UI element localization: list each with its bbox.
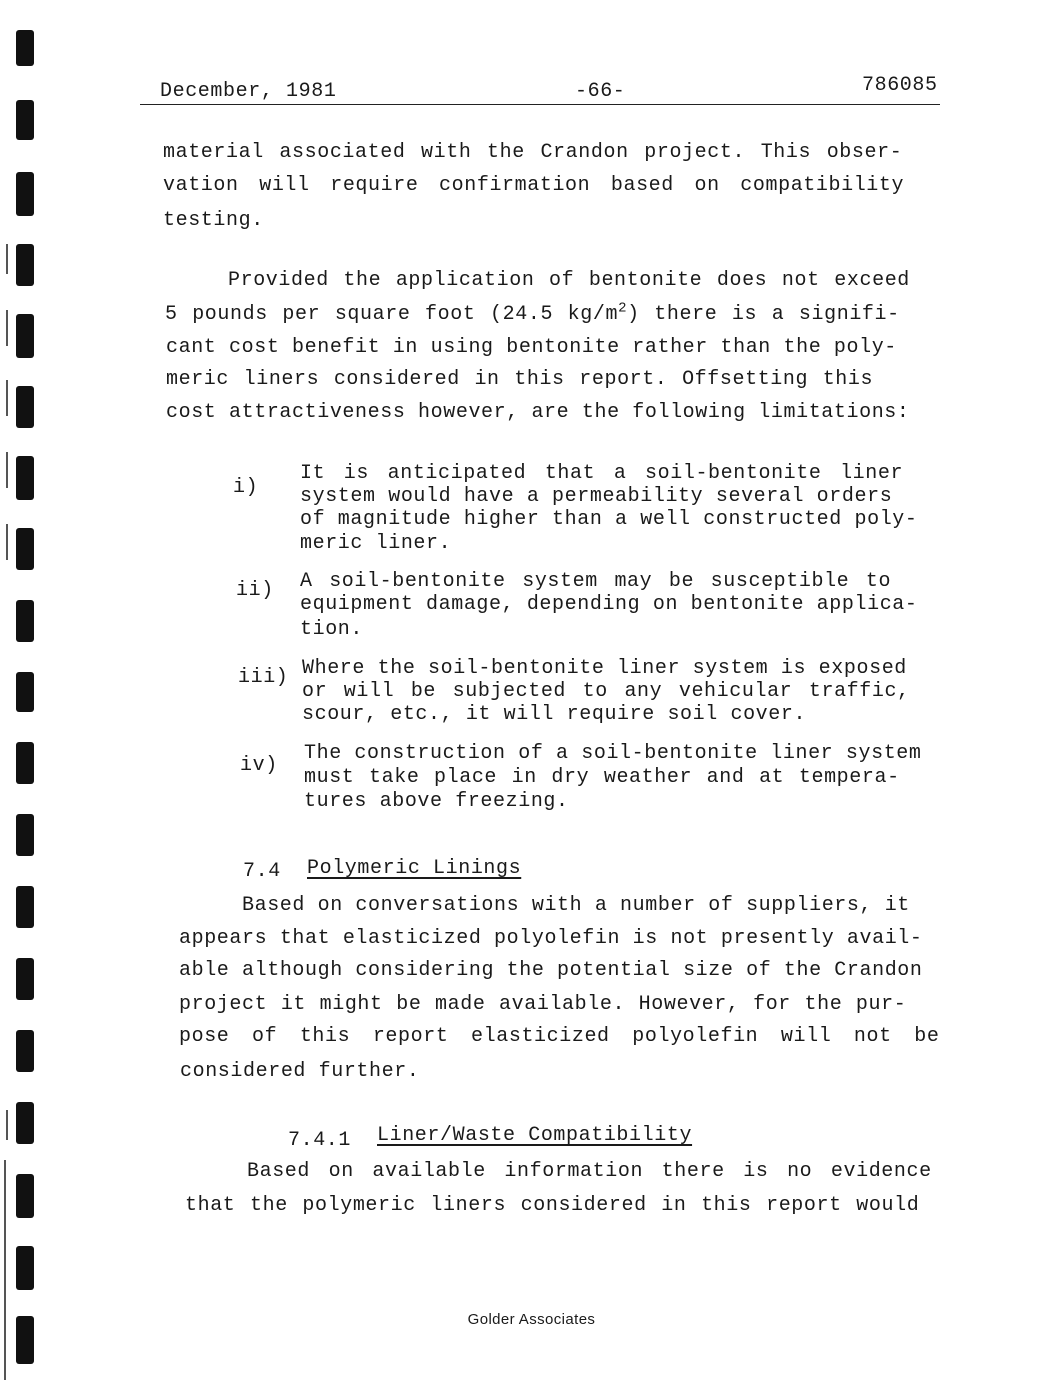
binding-edge-mark <box>6 524 8 560</box>
binding-hole <box>16 600 34 642</box>
text-line: Provided the application of bentonite does not exceed <box>228 269 910 292</box>
list-marker: ii) <box>236 579 274 602</box>
binding-hole <box>16 742 34 784</box>
list-marker: iii) <box>238 666 289 689</box>
binding-hole <box>16 886 34 928</box>
binding-hole <box>16 1102 34 1144</box>
text-line: appears that elasticized polyolefin is not presently avail- <box>179 927 923 950</box>
text-line: project it might be made available. However, for the pur- <box>179 993 907 1016</box>
text-line: Based on conversations with a number of suppliers, it <box>242 894 910 917</box>
binding-hole <box>16 1246 34 1290</box>
binding-edge-mark <box>6 310 8 346</box>
list-item-line: A soil-bentonite system may be susceptible to <box>300 570 892 593</box>
binding-edge-mark <box>6 1110 8 1140</box>
binding-edge-mark <box>6 452 8 488</box>
text-line: testing. <box>163 209 264 232</box>
header-rule <box>140 104 940 105</box>
binding-hole <box>16 1174 34 1218</box>
list-item-line: must take place in dry weather and at tempera- <box>304 766 900 789</box>
text-segment: 5 pounds per square foot (24.5 kg/m <box>165 303 619 326</box>
header-page-number: -66- <box>575 80 626 103</box>
binding-hole <box>16 244 34 286</box>
list-item-line: The construction of a soil-bentonite liner system <box>304 742 922 765</box>
superscript: 2 <box>618 300 628 317</box>
text-line: that the polymeric liners considered in this report would <box>185 1194 920 1217</box>
binding-edge-mark <box>6 380 8 416</box>
footer-company: Golder Associates <box>467 1311 596 1328</box>
binding-hole <box>16 172 34 216</box>
text-line: meric liners considered in this report. Offsetting this <box>166 368 874 391</box>
list-item-line: tion. <box>300 618 364 641</box>
text-segment: ) there is a signifi- <box>627 303 900 326</box>
binding-hole <box>16 958 34 1000</box>
list-item-line: of magnitude higher than a well constructed poly- <box>300 508 918 531</box>
binding-strip <box>0 0 50 1380</box>
header-doc-number: 786085 <box>862 74 938 97</box>
list-item-line: or will be subjected to any vehicular traffic, <box>302 680 910 703</box>
text-line: considered further. <box>180 1060 420 1083</box>
header-date: December, 1981 <box>160 80 337 103</box>
text-line: cant cost benefit in using bentonite rather than the poly- <box>166 336 897 359</box>
text-line: Based on available information there is no evidence <box>247 1160 932 1183</box>
list-marker: iv) <box>240 754 278 777</box>
section-number: 7.4.1 <box>288 1129 352 1152</box>
section-title: Liner/Waste Compatibility <box>377 1124 693 1147</box>
text-line: material associated with the Crandon project. This obser- <box>163 141 903 164</box>
binding-hole <box>16 1030 34 1072</box>
binding-hole <box>16 672 34 712</box>
list-item-line: equipment damage, depending on bentonite applica- <box>300 593 918 616</box>
section-title: Polymeric Linings <box>307 857 522 880</box>
text-line-with-superscript <box>165 300 900 326</box>
list-item-line: scour, etc., it will require soil cover. <box>302 703 807 726</box>
text-line: cost attractiveness however, are the following limitations: <box>166 401 910 424</box>
list-item-line: system would have a permeability several orders <box>300 485 893 508</box>
binding-edge-mark <box>4 1160 6 1380</box>
binding-hole <box>16 528 34 570</box>
binding-edge-mark <box>6 244 8 274</box>
text-line: vation will require confirmation based on compatibility <box>163 174 905 197</box>
list-item-line: It is anticipated that a soil-bentonite liner <box>300 462 904 485</box>
text-line: able although considering the potential size of the Crandon <box>179 959 923 982</box>
list-item-line: tures above freezing. <box>304 790 569 813</box>
binding-hole <box>16 100 34 140</box>
binding-hole <box>16 456 34 500</box>
binding-hole <box>16 30 34 66</box>
list-item-line: meric liner. <box>300 532 452 555</box>
binding-hole <box>16 386 34 428</box>
list-marker: i) <box>233 476 259 499</box>
binding-hole <box>16 814 34 856</box>
section-number: 7.4 <box>243 860 281 883</box>
list-item-line: Where the soil-bentonite liner system is exposed <box>302 657 907 680</box>
text-line: pose of this report elasticized polyolefin will not be <box>179 1025 940 1048</box>
binding-hole <box>16 314 34 358</box>
